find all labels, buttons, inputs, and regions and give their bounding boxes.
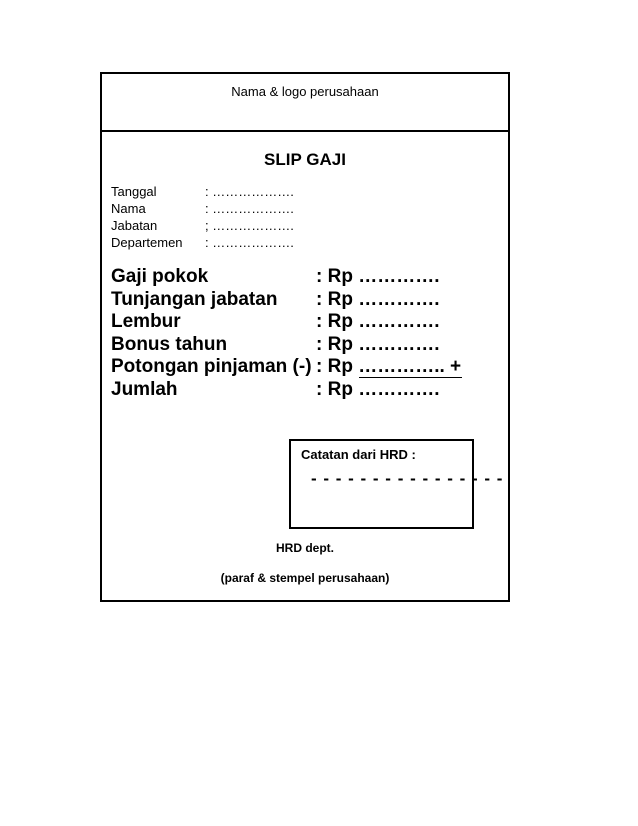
sum-line bbox=[359, 377, 462, 378]
pay-value: : Rp …………. bbox=[316, 378, 440, 400]
info-label: Jabatan bbox=[111, 218, 158, 233]
company-name-logo: Nama & logo perusahaan bbox=[231, 84, 379, 99]
pay-label: Jumlah bbox=[111, 378, 178, 400]
pay-label: Tunjangan jabatan bbox=[111, 288, 278, 310]
hrd-note-box bbox=[289, 439, 504, 529]
info-label: Tanggal bbox=[111, 184, 157, 199]
info-value: : ………………. bbox=[205, 201, 294, 216]
hrd-note-label: Catatan dari HRD : bbox=[301, 447, 416, 462]
pay-value: : Rp …………. bbox=[316, 288, 440, 310]
pay-value: : Rp …………. bbox=[316, 333, 440, 355]
pay-label: Gaji pokok bbox=[111, 266, 209, 287]
signature-stamp-label: (paraf & stempel perusahaan) bbox=[220, 571, 390, 585]
pay-label: Lembur bbox=[111, 311, 181, 332]
hrd-dept-label: HRD dept. bbox=[276, 541, 334, 555]
info-value: ; ………………. bbox=[205, 218, 294, 233]
info-value: : ………………. bbox=[205, 184, 294, 199]
pay-value: : Rp …………. bbox=[316, 266, 440, 287]
pay-value: : Rp ………….. + bbox=[316, 356, 462, 377]
salary-slip bbox=[100, 72, 510, 602]
pay-value: : Rp …………. bbox=[316, 311, 440, 332]
info-label: Nama bbox=[111, 201, 146, 216]
info-label: Departemen bbox=[111, 235, 183, 250]
pay-label: Bonus tahun bbox=[111, 333, 228, 355]
company-header bbox=[102, 74, 508, 132]
slip-title: SLIP GAJI bbox=[264, 150, 346, 169]
pay-label: Potongan pinjaman (-) bbox=[111, 356, 312, 377]
info-value: : ………………. bbox=[205, 235, 294, 250]
hrd-note-dashes: - - - - - - - - - - - - - - - - bbox=[311, 469, 504, 488]
